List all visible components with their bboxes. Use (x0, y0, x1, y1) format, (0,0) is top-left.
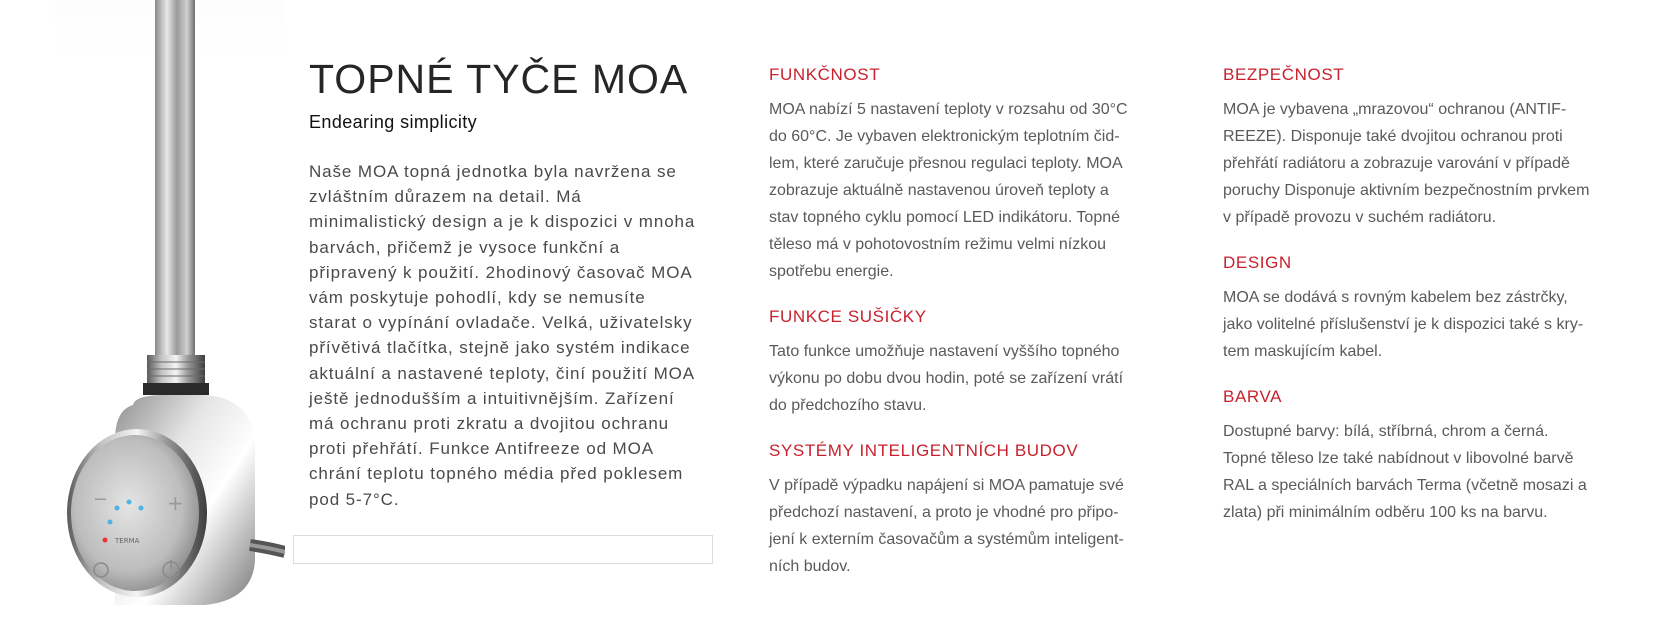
feature-text: Tato funkce umožňuje nastavení vyššího topného výkonu po dobu dvou hodin, poté se zařízení vrátí do předchozího stavu. (769, 343, 1124, 414)
intro-section (309, 55, 699, 512)
page-title: TOPNÉ TYČE MOA (309, 56, 689, 102)
feature-text: V případě výpadku napájení si MOA pamatuje své předchozí nastavení, a proto je vhodné pro připo- jení k externím časovačům a systémům inteligent- ních budov. (769, 477, 1124, 575)
feature-title: FUNKCE SUŠIČKY (769, 307, 927, 326)
brand-label: TERMA (115, 537, 140, 545)
feature-color (1223, 386, 1623, 526)
features-column-right (1223, 64, 1623, 547)
feature-smart-buildings (769, 440, 1169, 580)
feature-title: DESIGN (1223, 253, 1292, 272)
page-subtitle: Endearing simplicity (309, 112, 478, 132)
feature-dryer-function (769, 306, 1169, 419)
intro-paragraph: Naše MOA topná jednotka byla navržena se zvláštním důrazem na detail. Má minimalistický design a je k dispozici v mnoha barvách, přičemž je vysoce funkční a připravený k použití. 2hodinový časovač MOA vám poskytuje pohodlí, kdy se nemusíte starat o vypínání ovladače. Velká, uživatelsky přívětivá tlačítka, stejně jako systém indikace aktuální a nastavené teploty, činí použití MOA ještě jednodušším a intuitivnějším. Zařízení má ochranu proti zkratu a dvojitou ochranu proti přehřátí. Funkce Antifreeze od MOA chrání teplotu topného média před poklesem pod 5-7°C. (309, 162, 696, 509)
product-photo (55, 0, 285, 633)
feature-design (1223, 252, 1623, 365)
feature-title: BARVA (1223, 387, 1283, 406)
plus-button-symbol: + (167, 491, 184, 515)
empty-panel (293, 535, 713, 564)
heating-element-icon (55, 0, 285, 633)
feature-functionality (769, 64, 1169, 285)
heating-rod (155, 0, 195, 360)
feature-text: MOA nabízí 5 nastavení teploty v rozsahu od 30°C do 60°C. Je vybaven elektronickým teplotním čid- lem, které zaručuje přesnou regulaci teploty. MOA zobrazuje aktuálně nastavenou úroveň teploty a stav topného cyklu pomocí LED indikátoru. Topné těleso má v pohotovostním režimu velmi nízkou spotřebu energie. (769, 101, 1128, 280)
feature-text: Dostupné barvy: bílá, stříbrná, chrom a černá. Topné těleso lze také nabídnout v libovolné barvě RAL a speciálních barvách Terma (včetně mosazi a zlata) při minimálním odběru 100 ks na barvu. (1223, 423, 1587, 521)
features-column-middle (769, 64, 1169, 601)
feature-title: SYSTÉMY INTELIGENTNÍCH BUDOV (769, 441, 1079, 460)
minus-button-symbol: − (93, 489, 109, 510)
feature-title: FUNKČNOST (769, 65, 881, 84)
feature-safety (1223, 64, 1623, 231)
feature-title: BEZPEČNOST (1223, 65, 1345, 84)
feature-text: MOA se dodává s rovným kabelem bez zástrčky, jako volitelné příslušenství je k dispozici také s kry- tem maskujícím kabel. (1223, 289, 1584, 360)
feature-text: MOA je vybavena „mrazovou“ ochranou (ANTIF- REEZE). Disponuje také dvojitou ochranou proti přehřátí radiátoru a zobrazuje varování v případě poruchy Disponuje aktivním bezpečnostním prvkem v případě provozu v suchém radiátoru. (1223, 101, 1590, 226)
